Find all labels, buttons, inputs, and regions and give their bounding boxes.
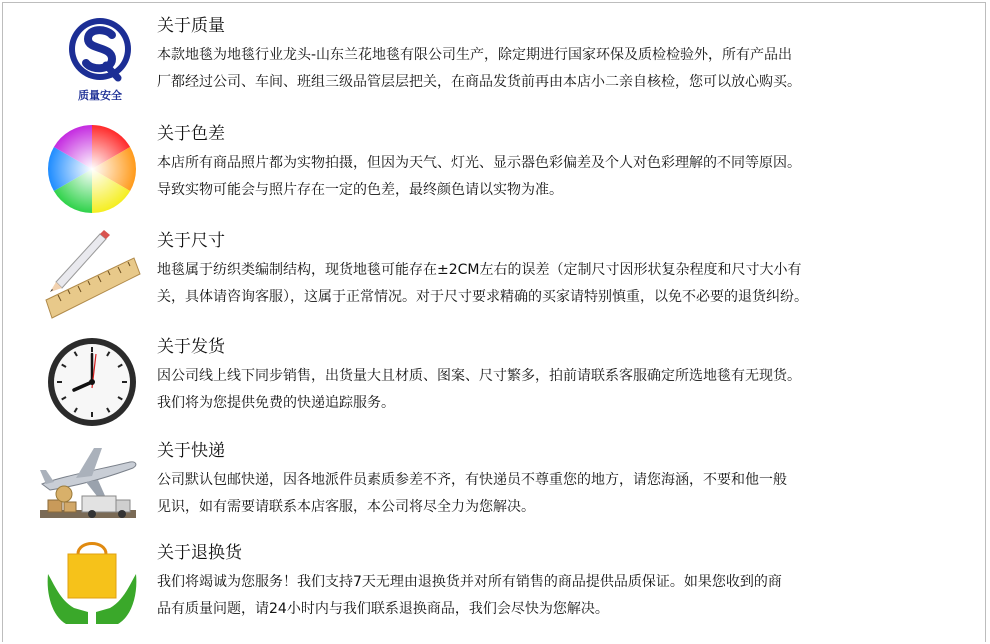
color-wheel-icon	[40, 123, 136, 219]
section-title: 关于发货	[157, 337, 225, 357]
section-line: 本店所有商品照片都为实物拍摄，但因为天气、灯光、显示器色彩偏差及个人对色彩理解的不同等原因。	[157, 155, 801, 171]
section-body	[157, 150, 957, 204]
ruler-pencil-icon	[40, 230, 140, 326]
section-body	[157, 363, 957, 417]
section-title: 关于色差	[157, 124, 225, 144]
section-color	[0, 121, 986, 225]
section-line: 品有质量问题，请24小时内与我们联系退换商品，我们会尽快为您解决。	[157, 601, 609, 617]
section-title: 关于快递	[157, 441, 225, 461]
section-title: 关于尺寸	[157, 231, 225, 251]
section-line: 公司默认包邮快递，因各地派件员素质参差不齐，有快递员不尊重您的地方，请您海涵，不要和他一般	[157, 472, 787, 488]
section-line: 导致实物可能会与照片存在一定的色差，最终颜色请以实物为准。	[157, 182, 563, 198]
section-line: 本款地毯为地毯行业龙头-山东兰花地毯有限公司生产，除定期进行国家环保及质检检验外，所有产品出	[157, 47, 793, 63]
section-line: 厂都经过公司、车间、班组三级品管层层把关，在商品发货前再由本店小二亲自核检，您可以放心购买。	[157, 74, 801, 90]
section-body	[157, 42, 957, 96]
section-title: 关于质量	[157, 16, 225, 36]
section-line: 因公司线上线下同步销售，出货量大且材质、图案、尺寸繁多，拍前请联系客服确定所选地毯有无现货。	[157, 368, 801, 384]
section-title: 关于退换货	[157, 543, 242, 563]
section-size	[0, 228, 986, 332]
shopping-bag-hands-icon	[40, 534, 136, 630]
section-body	[157, 467, 957, 521]
section-returns	[0, 540, 986, 644]
airplane-truck-icon	[36, 440, 140, 536]
section-quality	[0, 13, 986, 117]
clock-icon	[40, 336, 136, 432]
seal-label: 质量安全	[78, 89, 122, 102]
section-line: 地毯属于纺织类编制结构，现货地毯可能存在±2CM左右的误差（定制尺寸因形状复杂程度和尺寸大小有	[157, 262, 802, 278]
section-body	[157, 257, 957, 311]
section-express	[0, 438, 986, 542]
section-shipping	[0, 334, 986, 438]
quality-seal-icon	[48, 15, 132, 111]
section-body	[157, 569, 957, 623]
section-line: 见识，如有需要请联系本店客服，本公司将尽全力为您解决。	[157, 499, 535, 515]
section-line: 关，具体请咨询客服），这属于正常情况。对于尺寸要求精确的买家请特别慎重，以免不必要的退货纠纷。	[157, 289, 808, 305]
section-line: 我们将竭诚为您服务！我们支持7天无理由退换货并对所有销售的商品提供品质保证。如果您收到的商	[157, 574, 782, 590]
section-line: 我们将为您提供免费的快递追踪服务。	[157, 395, 395, 411]
